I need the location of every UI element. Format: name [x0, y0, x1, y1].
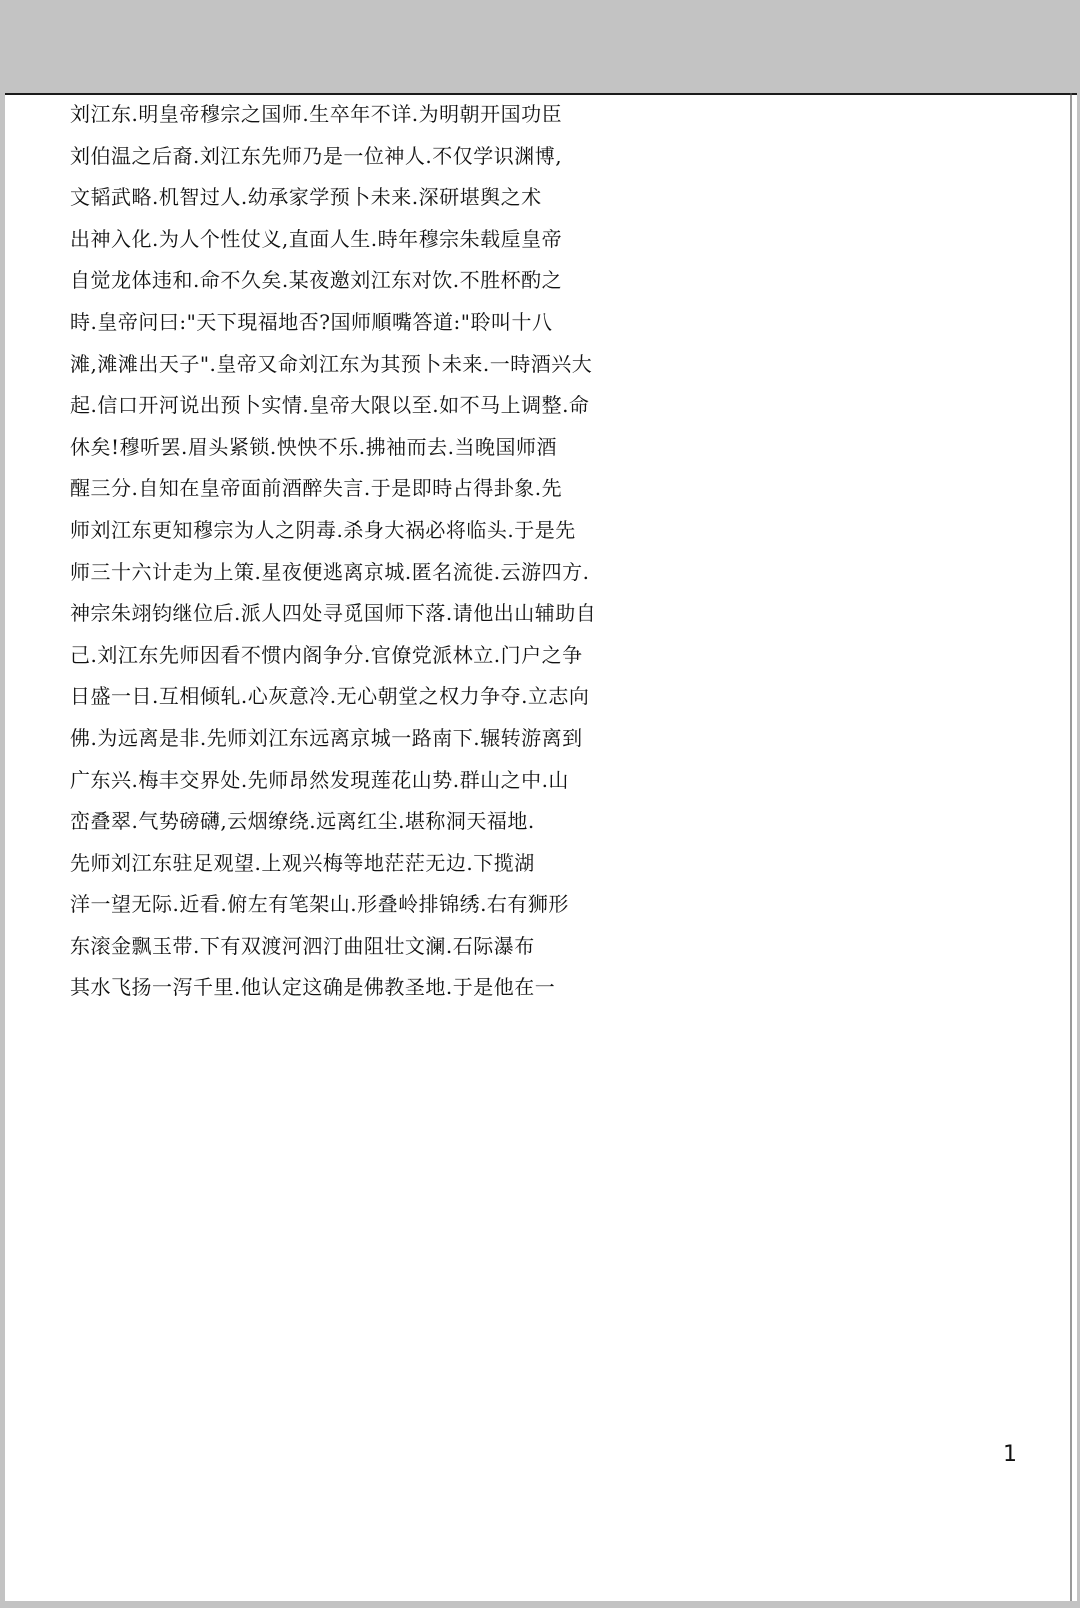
- text-line: 师刘江东更知穆宗为人之阴毒.杀身大祸必将临头.于是先: [70, 517, 576, 542]
- text-line: 滩,滩滩出天子".皇帝又命刘江东为其预卜未来.一時酒兴大: [70, 351, 593, 376]
- text-line: 广东兴.梅丰交界处.先师昂然发現莲花山势.群山之中.山: [70, 767, 569, 792]
- text-line: 休矣!穆听罢.眉头紧锁.怏怏不乐.拂袖而去.当晚国师酒: [70, 434, 557, 459]
- page-edge-line: [1070, 93, 1072, 1601]
- text-line: 刘江东.明皇帝穆宗之国师.生卒年不详.为明朝开国功臣: [70, 102, 563, 126]
- text-line: 其水飞扬一泻千里.他认定这确是佛教圣地.于是他在一: [70, 975, 556, 1000]
- text-line: 日盛一日.互相倾轧.心灰意冷.无心朝堂之权力争夺.立志向: [70, 684, 590, 709]
- text-line: 东滚金飘玉带.下有双渡河泗汀曲阻壮文澜.石际瀑布: [70, 933, 535, 958]
- handwritten-text-block: [70, 94, 1010, 1009]
- text-line: 起.信口开河说出预卜实情.皇帝大限以至.如不马上调整.命: [70, 393, 590, 418]
- text-line: 醒三分.自知在皇帝面前酒醉失言.于是即時占得卦象.先: [70, 476, 563, 501]
- text-line: 峦叠翠.气势磅礴,云烟缭绕.远离红尘.堪称洞天福地.: [70, 809, 535, 834]
- text-line: 出神入化.为人个性仗义,直面人生.時年穆宗朱载垕皇帝: [70, 226, 563, 251]
- text-line: 自觉龙体违和.命不久矣.某夜邀刘江东对饮.不胜杯酌之: [70, 268, 563, 293]
- text-line: 神宗朱翊钧继位后.派人四处寻觅国师下落.请他出山辅助自: [70, 601, 597, 626]
- text-line: 己.刘江东先师因看不惯内阁争分.官僚党派林立.门户之争: [70, 642, 583, 667]
- text-line: 洋一望无际.近看.俯左有笔架山.形叠岭排锦绣.右有狮形: [70, 892, 569, 917]
- page-number: 1: [1003, 1442, 1017, 1467]
- text-line: 先师刘江东驻足观望.上观兴梅等地茫茫无边.下揽湖: [70, 850, 535, 875]
- text-line: 师三十六计走为上策.星夜便逃离京城.匿名流徙.云游四方.: [70, 559, 590, 584]
- text-line: 刘伯温之后裔.刘江东先师乃是一位神人.不仅学识渊博,: [70, 143, 563, 168]
- text-line: 文韬武略.机智过人.幼承家学预卜未来.深研堪舆之术: [70, 185, 542, 210]
- text-line: 佛.为远离是非.先师刘江东远离京城一路南下.辗转游离到: [70, 725, 583, 750]
- text-line: 時.皇帝问曰:"天下現福地否?国师順嘴答道:"聆叫十八: [70, 309, 553, 334]
